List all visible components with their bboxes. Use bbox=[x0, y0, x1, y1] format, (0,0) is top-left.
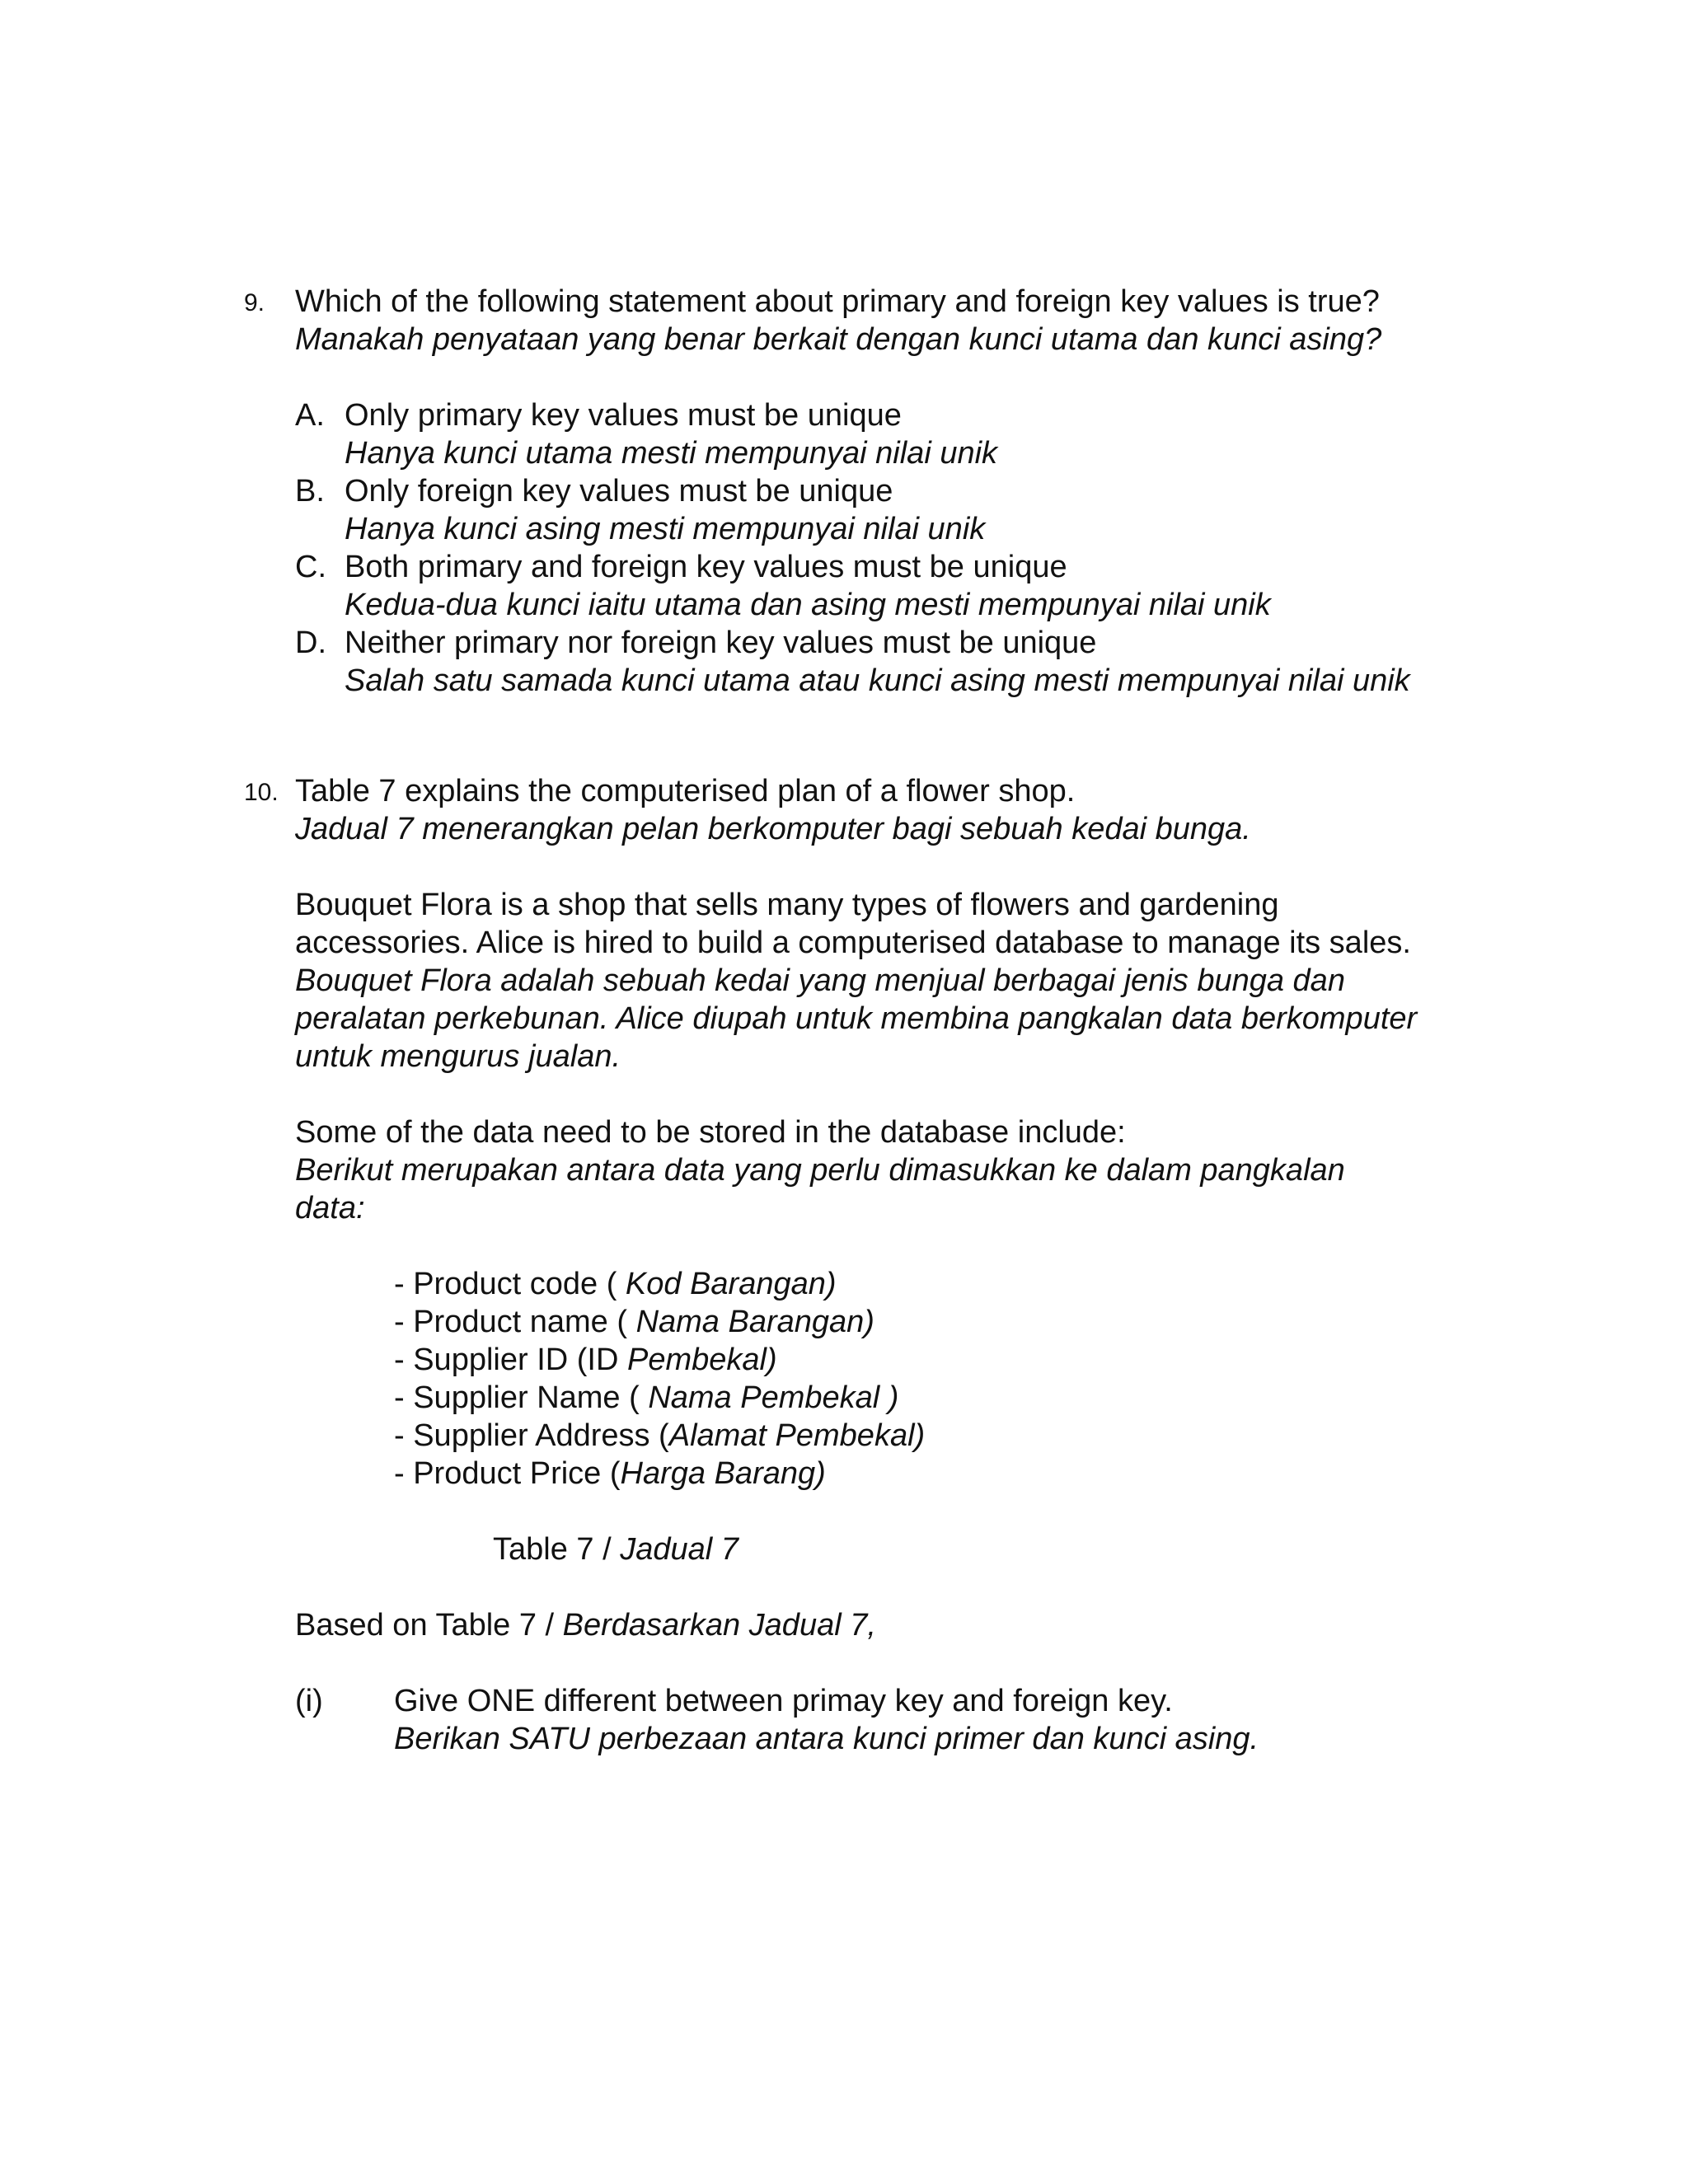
sub-question-text-ms: Berikan SATU perbezaan antara kunci primer dan kunci asing. bbox=[394, 1722, 1259, 1756]
option-text-ms: Salah satu samada kunci utama atau kunci asing mesti mempunyai nilai unik bbox=[345, 663, 1410, 698]
sub-question-text-en: Give ONE different between primay key and foreign key. bbox=[394, 1684, 1173, 1718]
option-text-en: Neither primary nor foreign key values must be unique bbox=[345, 626, 1097, 660]
scenario-text-ms: peralatan perkebunan. Alice diupah untuk membina pangkalan data berkomputer bbox=[295, 1001, 1418, 1036]
intro-text-en: Table 7 explains the computerised plan of a flower shop. bbox=[295, 774, 1076, 808]
sub-question-i bbox=[295, 1682, 1531, 1758]
list-item: - Supplier Address (Alamat Pembekal) bbox=[394, 1418, 926, 1453]
data-fields-list bbox=[295, 1265, 1531, 1493]
intro-text-ms: Jadual 7 menerangkan pelan berkomputer bagi sebuah kedai bunga. bbox=[295, 812, 1251, 846]
question-text-ms: Manakah penyataan yang benar berkait dengan kunci utama dan kunci asing? bbox=[295, 322, 1382, 357]
table-caption: Table 7 / Jadual 7 bbox=[493, 1532, 738, 1567]
option-letter: C. bbox=[295, 550, 326, 584]
data-intro-ms: Berikut merupakan antara data yang perlu dimasukkan ke dalam pangkalan bbox=[295, 1153, 1345, 1188]
list-item: - Supplier Name ( Nama Pembekal ) bbox=[394, 1380, 899, 1415]
scenario-text-en: accessories. Alice is hired to build a computerised database to manage its sales. bbox=[295, 926, 1411, 960]
option-d bbox=[295, 624, 1531, 700]
scenario-text-ms: Bouquet Flora adalah sebuah kedai yang menjual berbagai jenis bunga dan bbox=[295, 963, 1345, 998]
question-10-body bbox=[295, 772, 1531, 1758]
option-b bbox=[295, 472, 1531, 548]
scenario-text-en: Bouquet Flora is a shop that sells many types of flowers and gardening bbox=[295, 888, 1279, 922]
question-9-body bbox=[295, 283, 1531, 700]
list-item: - Product code ( Kod Barangan) bbox=[394, 1267, 837, 1301]
option-letter: A. bbox=[295, 398, 325, 433]
question-text-en: Which of the following statement about primary and foreign key values is true? bbox=[295, 284, 1380, 319]
question-number: 10. bbox=[244, 779, 279, 806]
list-item: - Product Price (Harga Barang) bbox=[394, 1456, 826, 1491]
data-intro-ms: data: bbox=[295, 1191, 365, 1226]
scenario-text-ms: untuk mengurus jualan. bbox=[295, 1039, 621, 1074]
based-on-line: Based on Table 7 / Berdasarkan Jadual 7, bbox=[295, 1608, 876, 1643]
option-text-ms: Hanya kunci asing mesti mempunyai nilai unik bbox=[345, 512, 986, 546]
option-text-en: Only primary key values must be unique bbox=[345, 398, 902, 433]
option-c bbox=[295, 548, 1531, 624]
list-item: - Product name ( Nama Barangan) bbox=[394, 1305, 874, 1339]
sub-question-number: (i) bbox=[295, 1684, 323, 1718]
option-text-en: Only foreign key values must be unique bbox=[345, 474, 893, 509]
option-text-en: Both primary and foreign key values must be unique bbox=[345, 550, 1067, 584]
question-number: 9. bbox=[244, 289, 265, 316]
option-letter: B. bbox=[295, 474, 325, 509]
option-a bbox=[295, 396, 1531, 472]
data-intro-en: Some of the data need to be stored in the database include: bbox=[295, 1115, 1126, 1150]
option-letter: D. bbox=[295, 626, 326, 660]
list-item: - Supplier ID (ID Pembekal) bbox=[394, 1343, 777, 1377]
option-text-ms: Hanya kunci utama mesti mempunyai nilai unik bbox=[345, 436, 998, 471]
option-text-ms: Kedua-dua kunci iaitu utama dan asing mesti mempunyai nilai unik bbox=[345, 588, 1271, 622]
